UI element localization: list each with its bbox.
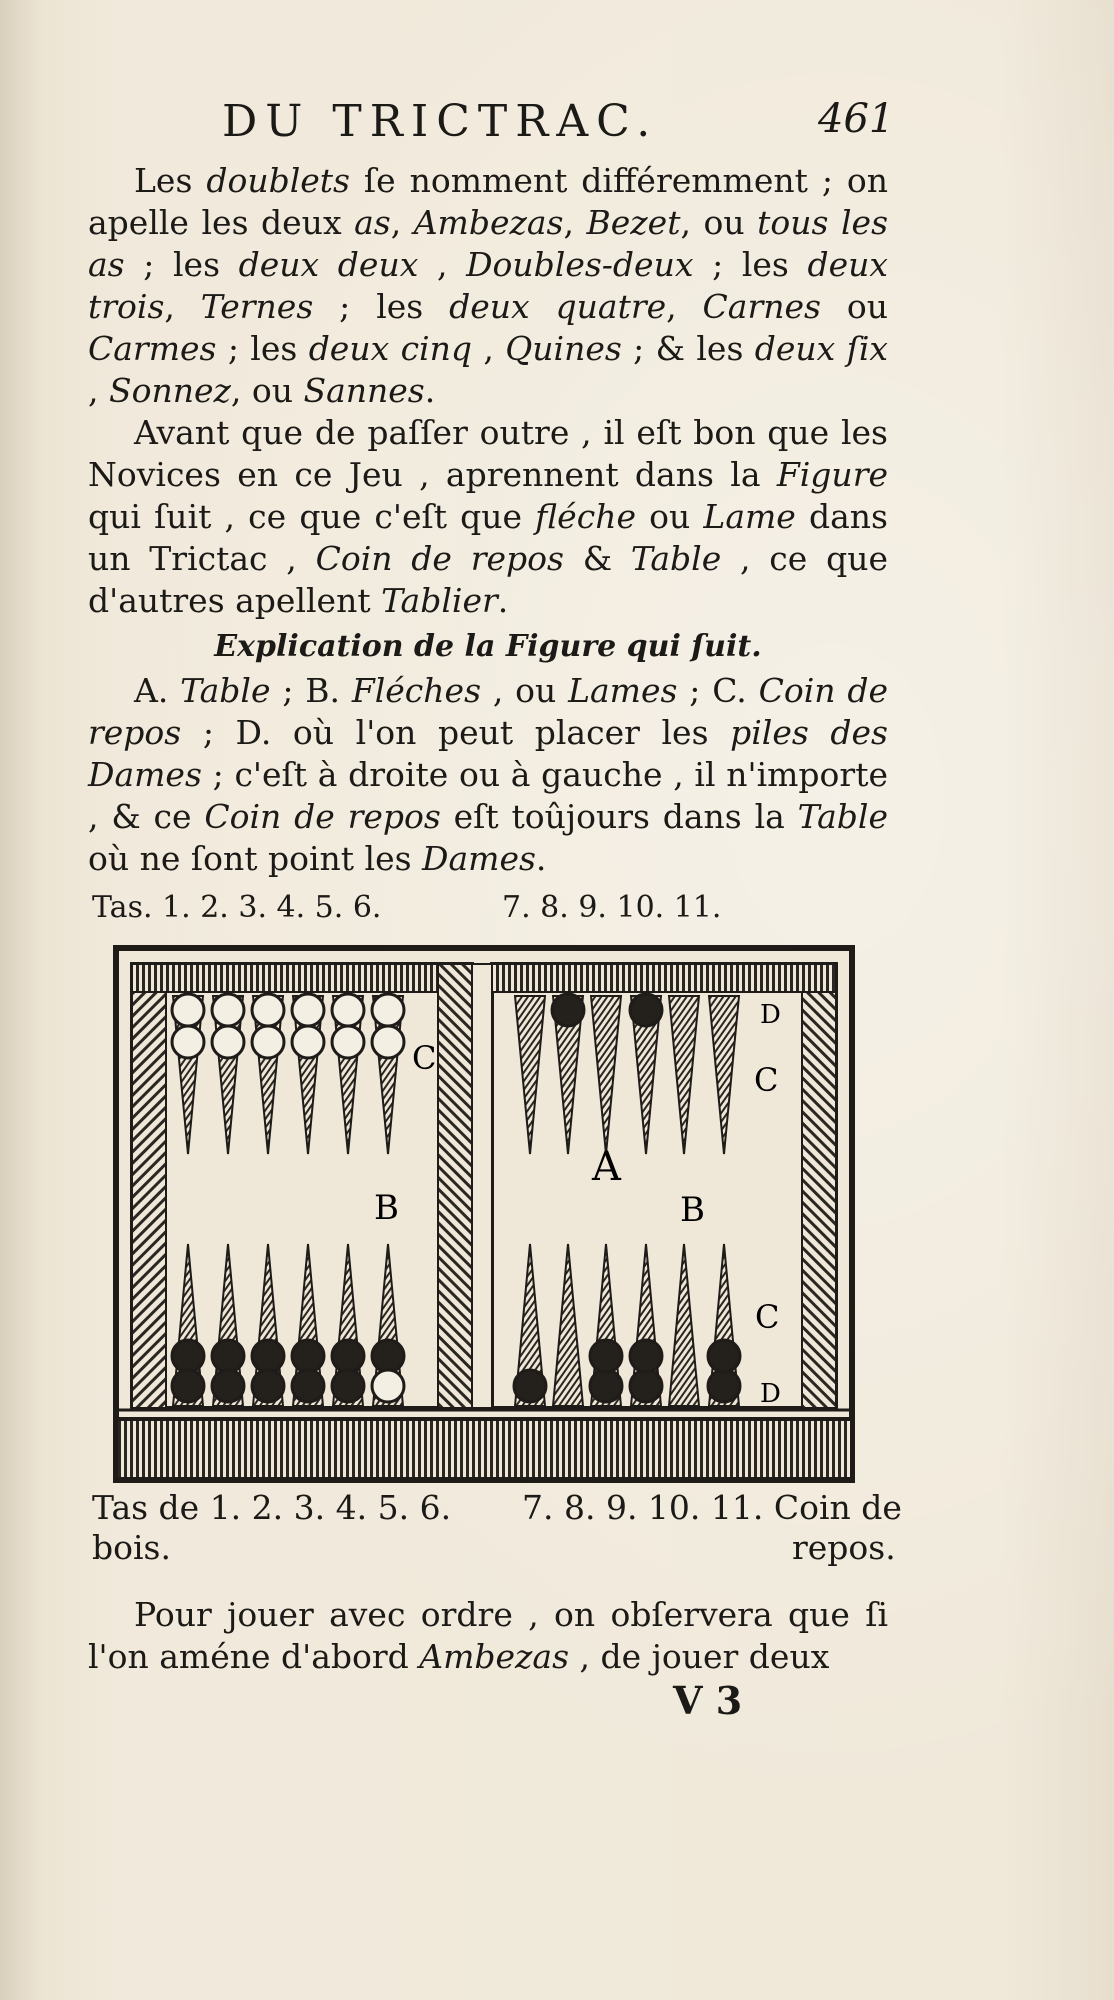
text-run-6: dans un Trictac , [88,497,888,578]
label-A: A [592,1144,621,1190]
page-header [0,96,1114,156]
italic-run-11: deux deux [238,245,419,284]
paragraph-doublets [88,160,888,412]
white-checker [252,1026,284,1058]
text-run-26: , [471,329,506,368]
italic-run-9: piles des Dames [88,713,888,794]
italic-run-7: Coin de repos [88,671,889,752]
italic-run-5: Lames [568,671,678,710]
black-checker [292,1370,324,1402]
black-checker [252,1340,284,1372]
italic-run-7: Coin de repos [315,539,564,578]
tric-trac-board-figure [112,944,856,1484]
black-checker [708,1370,740,1402]
italic-run-13: Table [797,797,888,836]
right-table [492,964,836,1408]
italic-run-29: deux ſix [754,329,889,368]
white-checker [172,994,204,1026]
italic-run-5: Lame [703,497,796,536]
text-run-16: , [164,287,201,326]
italic-run-21: Carnes [702,287,821,326]
white-checker [372,1026,404,1058]
paragraph-novices [88,412,888,622]
text-run-34: . [424,371,436,410]
italic-run-33: Sannes [303,371,425,410]
white-checker [332,994,364,1026]
text-run-32: , ou [230,371,304,410]
black-checker [172,1370,204,1402]
text-run-2: ſe nomment différemment ; on apelle les deux [88,161,889,242]
black-checker [252,1370,284,1402]
black-checker [372,1370,404,1402]
text-run-0: Avant que de paſſer outre , il eſt bon que les Novices en ce Jeu , aprennent dans la [88,413,888,494]
text-run-18: ; les [313,287,450,326]
black-checker [514,1370,546,1402]
black-checker [630,1340,662,1372]
text-run-2: qui ſuit , ce que c'eſt que [88,497,536,536]
label-B-right: B [680,1190,705,1230]
running-title: DU TRICTRAC. [222,96,659,147]
text-run-30: , [88,371,109,410]
white-checker [292,994,324,1026]
text-run-2: , de jouer deux [569,1637,830,1676]
text-run-6: ; C. [677,671,759,710]
white-checker [332,1026,364,1058]
white-checker [212,994,244,1026]
text-run-8: ; D. où l'on peut placer les [181,713,731,752]
black-checker [292,1340,324,1372]
italic-run-19: deux quatre [449,287,667,326]
white-checker [252,994,284,1026]
paragraph-legend [88,670,888,880]
text-run-0: A. [134,671,181,710]
text-run-24: ; les [216,329,309,368]
italic-run-5: Ambezas [413,203,564,242]
text-run-14: ; les [693,245,808,284]
text-run-12: eſt toûjours dans la [440,797,798,836]
bottom-rail [116,1419,852,1479]
text-run-2: ; B. [270,671,352,710]
label-D-bottom: D [760,1379,781,1409]
italic-run-9: tous les as [88,203,888,284]
black-checker [552,994,584,1026]
label-C-right-bottom: C [755,1298,780,1336]
italic-run-11: Tablier [381,581,498,620]
italic-run-25: deux cinq [308,329,472,368]
text-run-14: où ne ſont point les [88,839,423,878]
italic-run-17: Ternes [200,287,314,326]
text-run-4: , [390,203,414,242]
text-run-0: Les [134,161,207,200]
italic-run-31: Sonnez [108,371,231,410]
text-run-6: , [563,203,587,242]
label-C-right-top: C [754,1061,779,1099]
black-checker [332,1370,364,1402]
italic-run-15: Dames [422,839,536,878]
text-run-20: , [666,287,703,326]
italic-run-9: Table [630,539,722,578]
italic-run-1: doublets [206,161,350,200]
white-checker [172,1026,204,1058]
black-checker [590,1340,622,1372]
body-text-top [88,160,888,880]
text-run-16: . [535,839,547,878]
black-checker [332,1340,364,1372]
scale-top-right: 7. 8. 9. 10. 11. [502,890,722,925]
black-checker [212,1340,244,1372]
black-checker [212,1370,244,1402]
black-checker [372,1340,404,1372]
text-run-4: , ou [481,671,569,710]
italic-run-7: Bezet [586,203,681,242]
italic-run-3: Fléches [351,671,482,710]
italic-run-11: Coin de repos [204,797,441,836]
white-checker [212,1026,244,1058]
paragraph-ordre [88,1594,888,1678]
board-illustration [112,944,856,1484]
page-number: 461 [818,96,895,142]
black-checker [172,1340,204,1372]
italic-run-15: deux trois [88,245,889,326]
italic-run-1: Ambezas [419,1637,570,1676]
text-run-28: ; & les [621,329,755,368]
italic-run-3: as [354,203,391,242]
black-checker [708,1340,740,1372]
label-C-left: C [412,1039,437,1077]
text-run-8: , ou [680,203,758,242]
italic-run-13: Doubles-deux [466,245,694,284]
scale-bottom-left-line1: Tas de 1. 2. 3. 4. 5. 6. [92,1488,452,1527]
text-run-0: Pour jouer avec ordre , on obſervera que ſi l'on améne d'abord [88,1595,888,1676]
scale-bottom-right-line1: 7. 8. 9. 10. 11. Coin de [522,1488,902,1527]
text-run-4: ou [635,497,704,536]
scale-bottom-right-line2: repos. [792,1528,896,1567]
italic-run-3: fléche [535,497,636,536]
black-checker [630,994,662,1026]
body-text-bottom [88,1594,888,1678]
black-checker [590,1370,622,1402]
italic-run-23: Carmes [88,329,217,368]
white-checker [292,1026,324,1058]
figure-caption-title: Explication de la Figure qui ſuit. [214,629,762,664]
signature-mark: V 3 [673,1678,743,1723]
text-run-10: , ce que d'autres apellent [88,539,888,620]
text-run-10: ; c'eſt à droite ou à gauche , il n'importe , & ce [88,755,888,836]
text-run-8: & [563,539,631,578]
black-checker [630,1370,662,1402]
label-D-top: D [760,1000,781,1030]
text-run-10: ; les [124,245,239,284]
scale-bottom-left-line2: bois. [92,1528,171,1567]
scale-top-left: Tas. 1. 2. 3. 4. 5. 6. [92,890,382,925]
italic-run-1: Table [180,671,271,710]
text-run-12: . [497,581,509,620]
label-B-left: B [374,1188,399,1228]
white-checker [372,994,404,1026]
italic-run-27: Quines [505,329,622,368]
text-run-22: ou [820,287,888,326]
text-run-12: , [418,245,467,284]
italic-run-1: Figure [776,455,888,494]
